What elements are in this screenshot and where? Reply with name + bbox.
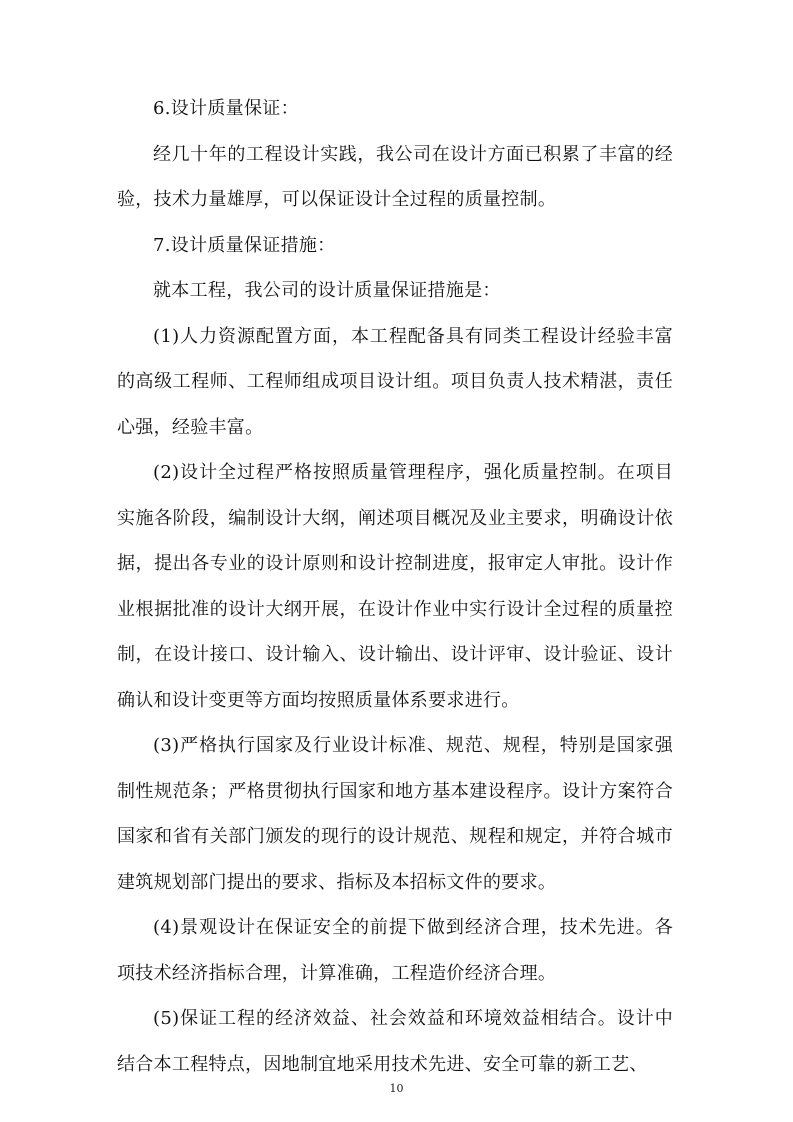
paragraph-measure-3: (3)严格执行国家及行业设计标准、规范、规程，特别是国家强制性规范条；严格贯彻执行国家和地方基本建设程序。设计方案符合国家和省有关部门颁发的现行的设计规范、规程和规定，并符合城市建筑规划部门提出的要求、指标及本招标文件的要求。 <box>117 735 673 893</box>
paragraph-experience: 经几十年的工程设计实践，我公司在设计方面已积累了丰富的经验，技术力量雄厚，可以保证设计全过程的质量控制。 <box>117 143 673 210</box>
paragraph-measure-2: (2)设计全过程严格按照质量管理程序，强化质量控制。在项目实施各阶段，编制设计大纲，阐述项目概况及业主要求，明确设计依据，提出各专业的设计原则和设计控制进度，报审定人审批。设计作业根据批准的设计大纲开展，在设计作业中实行设计全过程的质量控制，在设计接口、设计输入、设计输出、设计评审、设计验证、设计确认和设计变更等方面均按照质量体系要求进行。 <box>117 462 673 711</box>
paragraph-measures-intro: 就本工程，我公司的设计质量保证措施是： <box>153 280 501 301</box>
paragraph-measure-5: (5)保证工程的经济效益、社会效益和环境效益相结合。设计中结合本工程特点，因地制宜地采用技术先进、安全可靠的新工艺、 <box>117 1008 673 1075</box>
paragraph-measure-1: (1)人力资源配置方面，本工程配备具有同类工程设计经验丰富的高级工程师、工程师组成项目设计组。项目负责人技术精湛，责任心强，经验丰富。 <box>117 325 673 438</box>
document-body <box>117 86 673 1087</box>
section-heading-quality-measures: 7.设计质量保证措施： <box>153 234 336 256</box>
section-heading-design-quality-assurance: 6.设计质量保证： <box>153 98 299 119</box>
paragraph-measure-4: (4)景观设计在保证安全的前提下做到经济合理，技术先进。各项技术经济指标合理，计算准确，工程造价经济合理。 <box>117 917 673 984</box>
page-number: 10 <box>389 1082 404 1095</box>
